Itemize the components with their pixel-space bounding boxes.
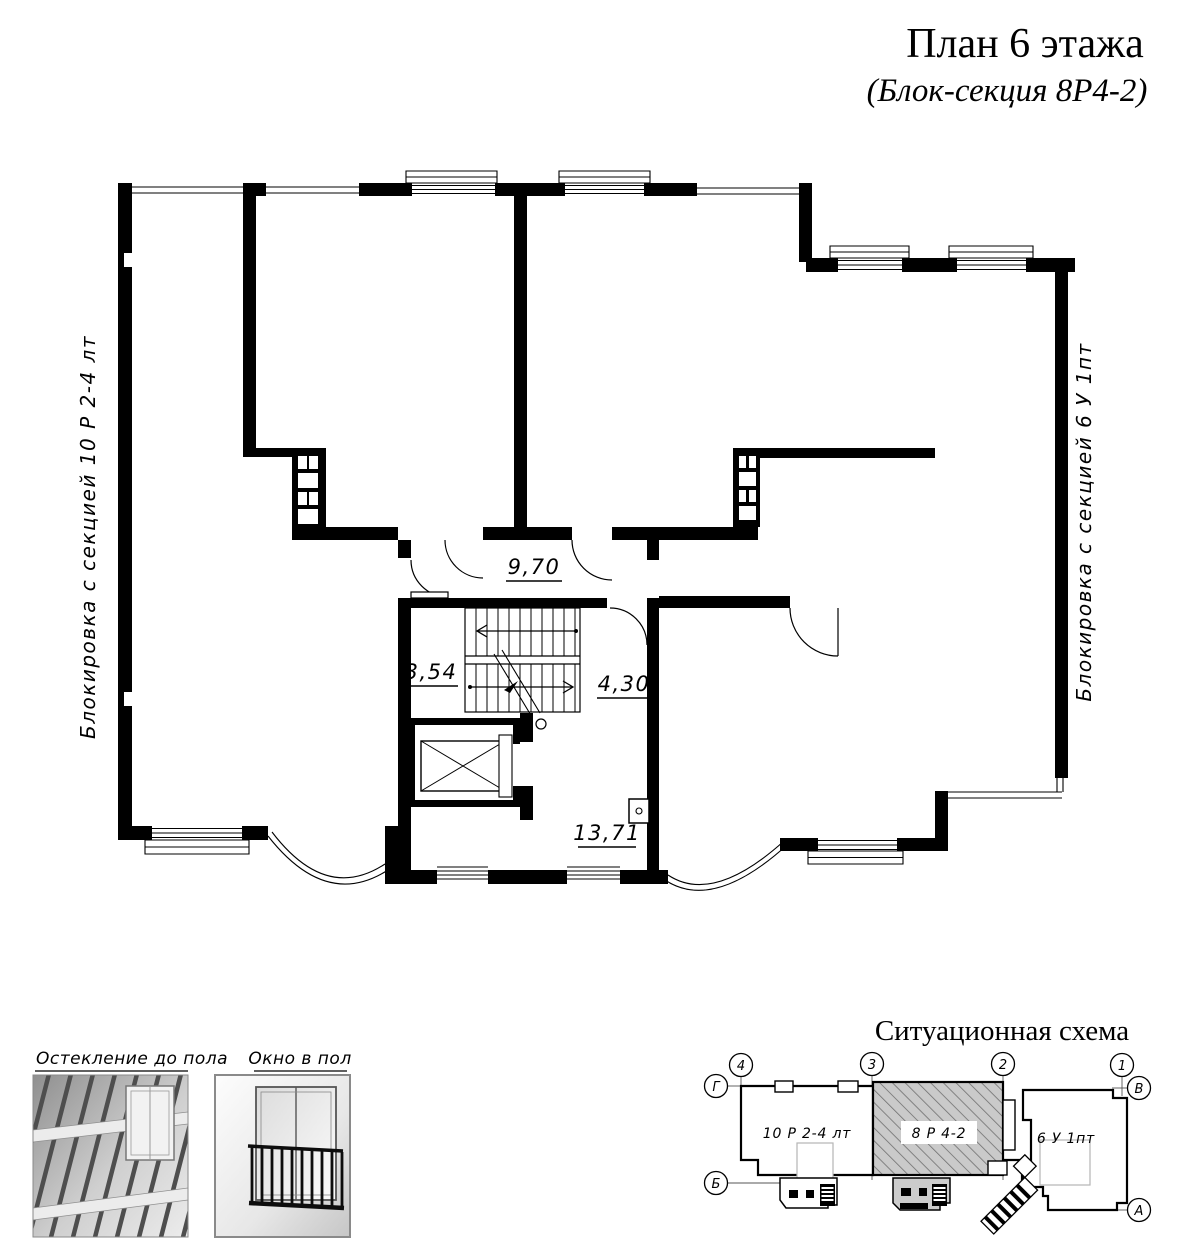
- hall-top-wall: [659, 596, 790, 608]
- elevator-cross: [421, 741, 505, 791]
- stair-treads-upper: [476, 608, 575, 656]
- elevator-shaft-walls: [408, 713, 533, 820]
- area-stair-flank: 4,30: [597, 672, 651, 696]
- axis-label-g: Г: [712, 1080, 720, 1095]
- window-top-2-sill: [559, 171, 650, 183]
- block-left-label: 10 Р 2-4 лт: [762, 1126, 852, 1142]
- bay-window-right: [665, 841, 787, 890]
- glazing-picture: [5, 1070, 226, 1245]
- axis-label-2: 2: [998, 1058, 1008, 1073]
- porch-middle-base: [900, 1203, 928, 1209]
- window-picture: [215, 1075, 350, 1237]
- window-bottom-right-sill: [808, 851, 903, 864]
- window-tower-1: [437, 867, 488, 879]
- exterior-wall-bottom-right: [780, 791, 948, 851]
- block-left-core: [797, 1143, 833, 1182]
- porch-left-detail-1: [789, 1190, 798, 1198]
- page-subtitle: (Блок-секция 8Р4-2): [866, 73, 1148, 109]
- top-right-room-bottom-wall: [733, 448, 935, 458]
- staircase: [465, 608, 580, 717]
- area-corridor: 9,70: [507, 555, 561, 579]
- block-right-label: 6 У 1пт: [1036, 1131, 1096, 1147]
- porch-left: [780, 1178, 837, 1208]
- site-scheme: [705, 1015, 1151, 1234]
- corridor-top-wall: [292, 527, 758, 540]
- door-arc-hall: [790, 608, 838, 656]
- stair-tower-bottom-wall: [398, 870, 668, 884]
- window-upper-right-2-sill: [949, 246, 1033, 258]
- stair-core-left-wall: [398, 540, 411, 884]
- window-bottom-left: [152, 829, 242, 838]
- top-right-glazing: [697, 188, 802, 194]
- legend-label-glazing: Остекление до пола: [36, 1049, 229, 1069]
- window-tower-2: [567, 867, 620, 879]
- window-upper-right-1-sill: [830, 246, 909, 258]
- block-left-notch-2: [838, 1081, 858, 1092]
- porch-middle-detail-1: [901, 1188, 911, 1196]
- porch-middle: [893, 1178, 950, 1210]
- right-glazing-return: [948, 778, 1063, 798]
- exterior-wall-right: [1055, 258, 1068, 778]
- axis-label-b: Б: [711, 1177, 721, 1192]
- elevator-call-point: [536, 719, 546, 729]
- window-upper-right-1: [838, 261, 902, 270]
- area-entrance-hall: 13,71: [573, 821, 641, 845]
- window-upper-right-2: [957, 261, 1026, 270]
- legend: [5, 1049, 352, 1245]
- stair-break-line: [494, 650, 540, 717]
- panel-box: [629, 799, 649, 823]
- partition-wall-left-room: [243, 183, 320, 457]
- block-left-notch-1: [775, 1081, 793, 1092]
- stair-arrow-up: [477, 625, 576, 637]
- window-top-2: [565, 186, 644, 194]
- porch-middle-detail-2: [919, 1188, 927, 1196]
- porch-left-detail-2: [806, 1190, 814, 1198]
- door-leaf-stair-entrance: [411, 592, 448, 598]
- central-partition-wall: [514, 196, 527, 527]
- window-top-1: [412, 186, 495, 194]
- axis-label-4: 4: [736, 1059, 746, 1074]
- site-scheme-title: Ситуационная схема: [874, 1015, 1130, 1047]
- bay-window-left: [268, 832, 388, 884]
- stair-landing-lines: [465, 656, 580, 664]
- legend-label-window: Окно в пол: [248, 1049, 352, 1069]
- axis-label-1: 1: [1117, 1059, 1127, 1074]
- axis-label-a: А: [1134, 1204, 1144, 1219]
- axis-label-v: В: [1134, 1082, 1144, 1097]
- stair-core-right-wall: [647, 540, 659, 884]
- window-bottom-right: [818, 841, 897, 850]
- glazing-and-windows: [130, 171, 1063, 890]
- page-title: План 6 этажа: [906, 21, 1144, 67]
- elevator-door-mech: [499, 735, 512, 797]
- stair-core-top-wall: [411, 598, 607, 608]
- stair-outline: [465, 608, 580, 712]
- door-arc-corridor-left: [445, 540, 483, 578]
- stair-arrow-up-origin: [574, 629, 578, 633]
- door-arc-stair-flank: [610, 608, 647, 645]
- window-top-1-sill: [406, 171, 497, 183]
- exterior-wall-top-right-step: [799, 183, 1075, 272]
- wall-panel-box: [629, 799, 649, 823]
- block-connector: [1003, 1100, 1015, 1150]
- exterior-wall-left: [118, 183, 132, 840]
- axis-label-3: 3: [867, 1058, 877, 1073]
- block-middle-notch: [988, 1161, 1007, 1175]
- blocking-note-left: Блокировка с секцией 10 Р 2-4 лт: [76, 335, 100, 739]
- block-middle-label: 8 Р 4-2: [911, 1126, 967, 1142]
- walls: [118, 183, 1075, 884]
- stair-arrow-down-origin: [468, 685, 472, 689]
- window-bottom-left-sill: [145, 840, 249, 854]
- area-stair-lobby: 3,54: [404, 660, 458, 684]
- door-arc-corridor-right: [572, 540, 612, 580]
- blocking-note-right: Блокировка с секцией 6 У 1пт: [1072, 342, 1096, 702]
